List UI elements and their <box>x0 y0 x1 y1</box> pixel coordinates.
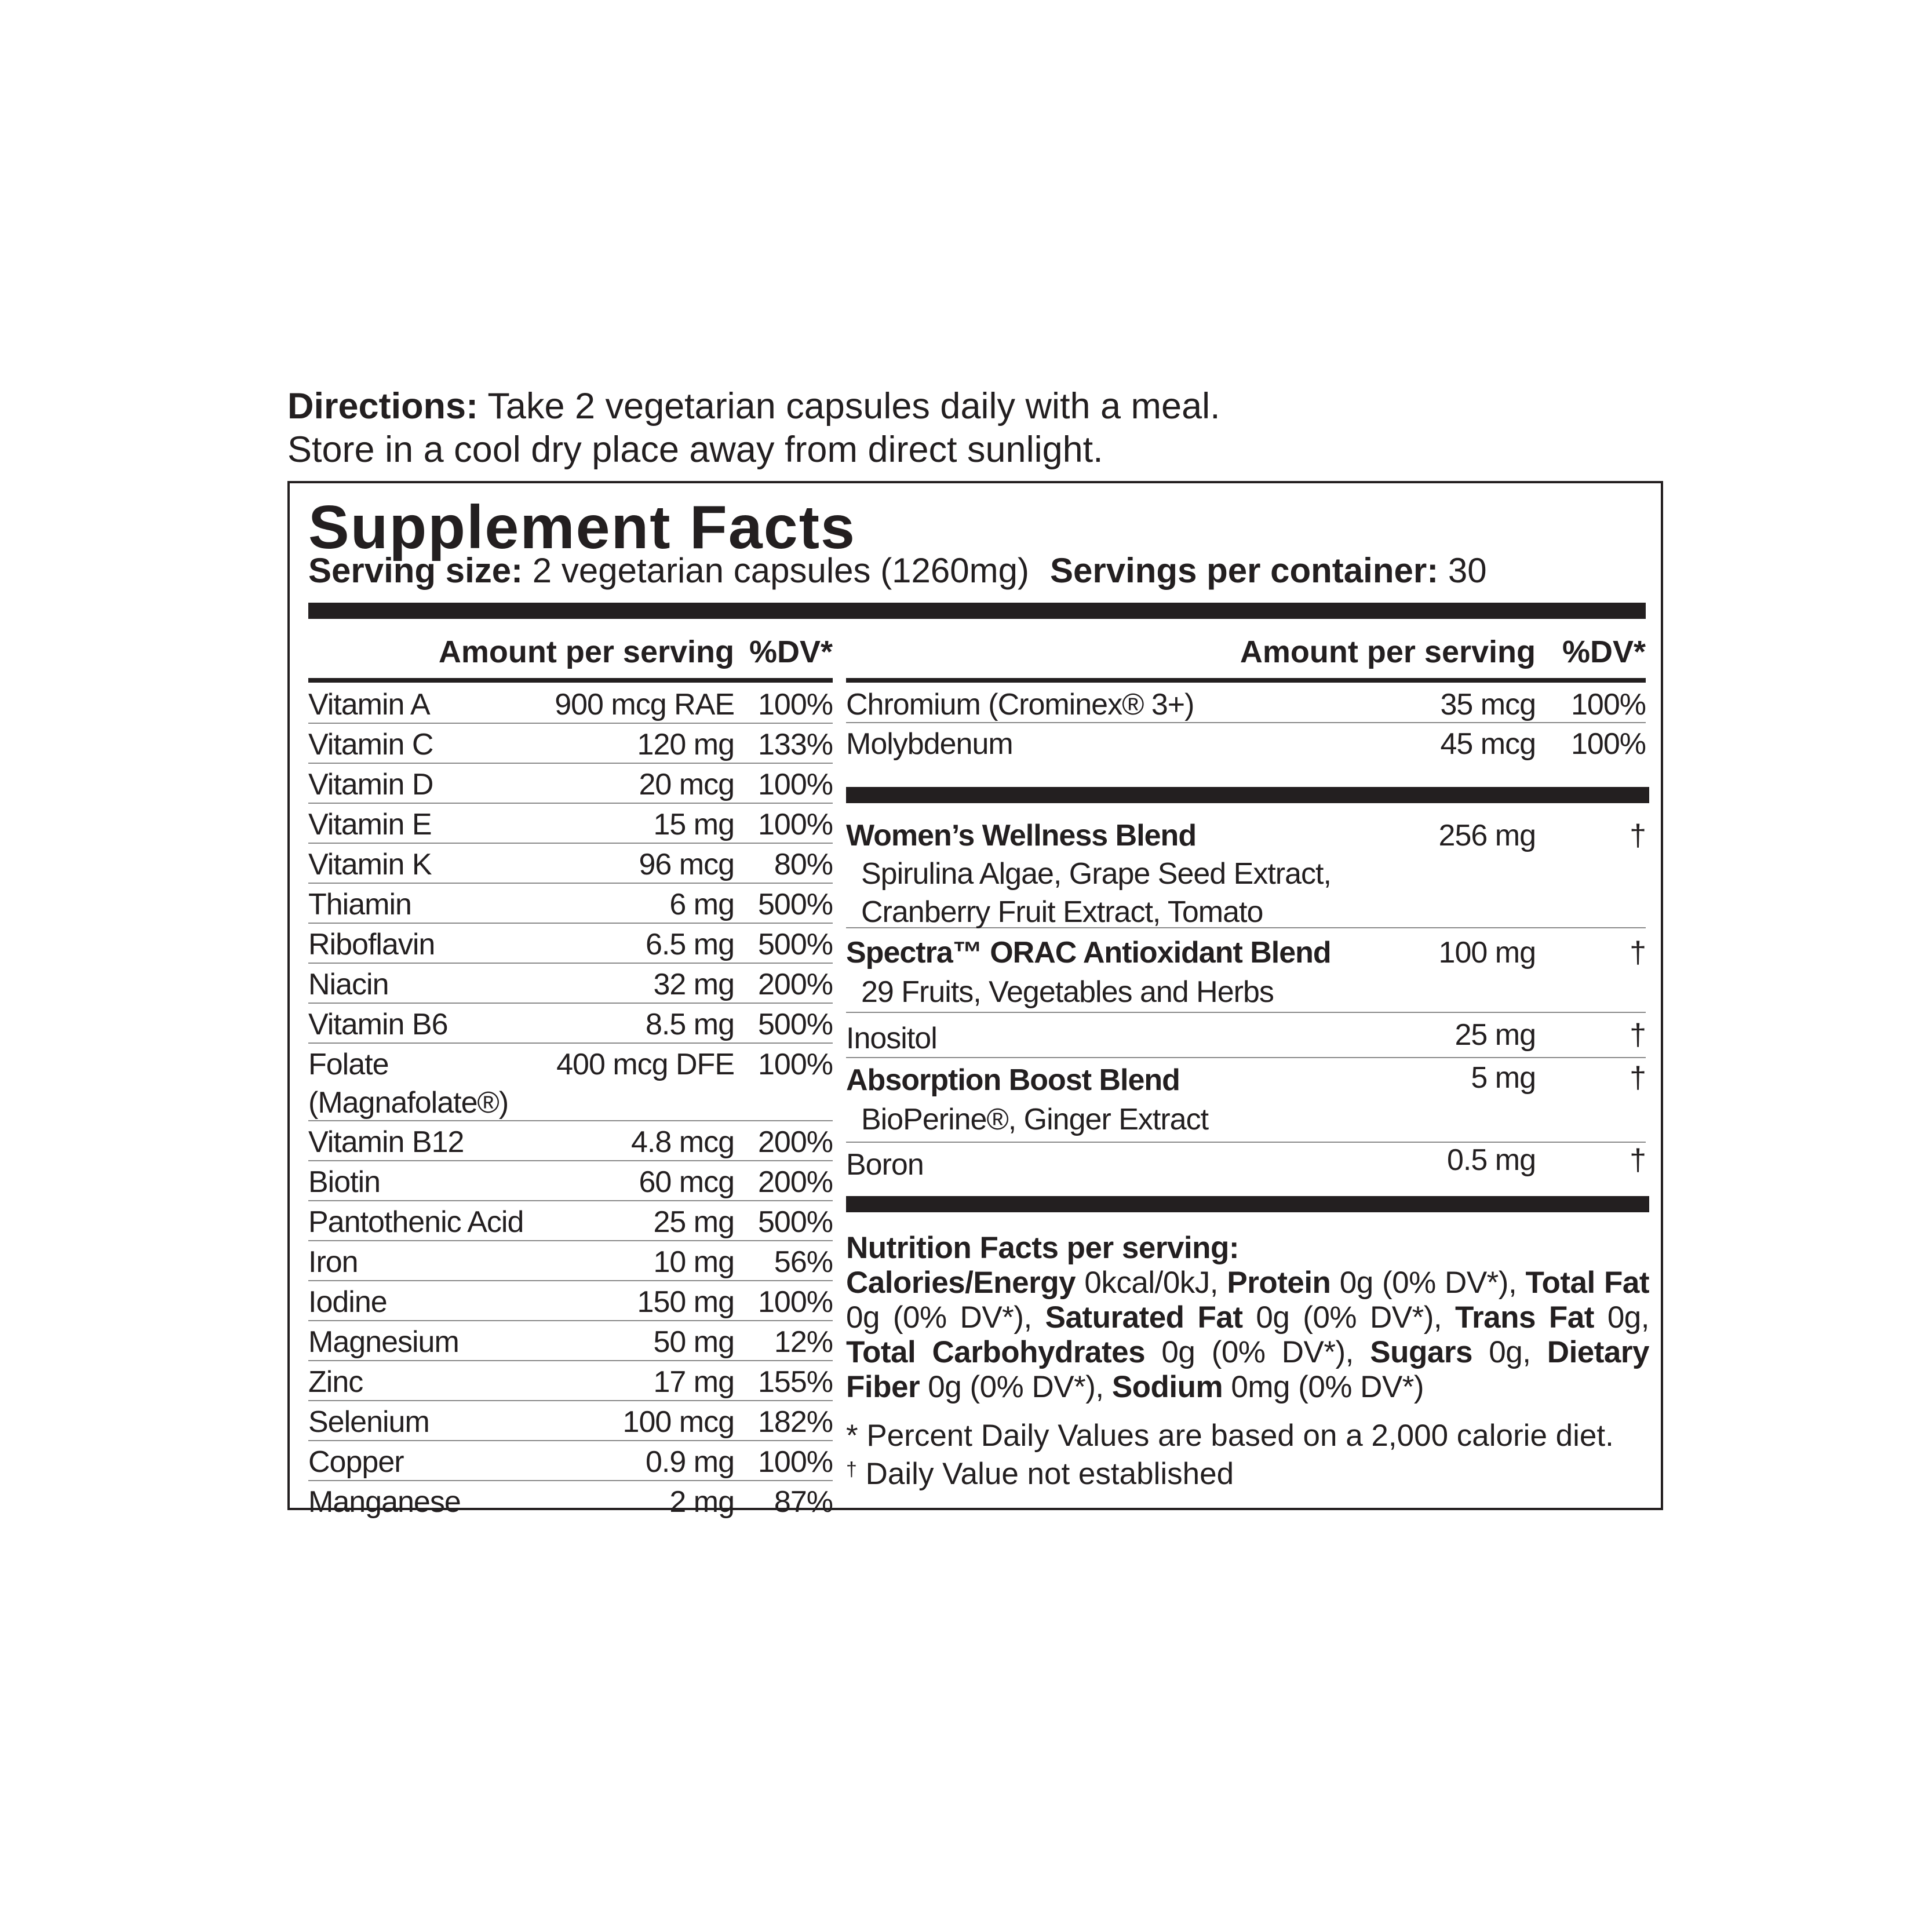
nutrient-dv: 100% <box>758 768 833 801</box>
nutrition-value: 0mg (0% DV*) <box>1223 1370 1424 1404</box>
blend-amount: 25 mg <box>1455 1018 1536 1052</box>
nutrition-label: Calories/Energy <box>846 1266 1076 1300</box>
blend-dv: † <box>1630 936 1646 969</box>
nutrient-name: Riboflavin <box>308 928 435 961</box>
nutrient-amount: 17 mg <box>653 1365 734 1399</box>
nutrient-row <box>308 684 833 724</box>
dagger-footnote <box>846 1452 1234 1492</box>
nutrient-row <box>308 964 833 1004</box>
nutrition-label: Dietary Fiber <box>846 1335 1649 1404</box>
left-header-rule <box>308 678 833 683</box>
nutrient-name: Vitamin K <box>308 848 432 881</box>
nutrient-dv: 500% <box>758 1205 833 1239</box>
nutrient-row <box>308 1321 833 1361</box>
nutrient-name: Magnesium <box>308 1325 459 1359</box>
nutrient-dv: 133% <box>758 728 833 761</box>
dagger-mark: † <box>846 1459 857 1481</box>
nutrition-heading: Nutrition Facts per serving: <box>846 1231 1240 1265</box>
nutrient-name: Vitamin B12 <box>308 1125 464 1159</box>
nutrient-name: Vitamin D <box>308 768 433 801</box>
left-amount-header: Amount per serving <box>438 635 734 669</box>
nutrient-amount: 32 mg <box>653 968 734 1001</box>
nutrient-dv: 500% <box>758 1008 833 1041</box>
nutrient-dv: 500% <box>758 888 833 921</box>
blend-amount: 5 mg <box>1471 1061 1536 1095</box>
right-header-rule <box>846 678 1646 683</box>
nutrient-row <box>308 1044 833 1121</box>
nutrition-value: 0g, <box>1594 1300 1649 1335</box>
nutrient-dv: 100% <box>758 1285 833 1319</box>
left-column-header <box>308 628 833 677</box>
nutrition-value: 0g (0% DV*), <box>1242 1300 1456 1335</box>
blend-amount: 100 mg <box>1438 936 1536 969</box>
blend-amount: 0.5 mg <box>1447 1143 1536 1177</box>
nutrient-amount: 120 mg <box>637 728 734 761</box>
nutrient-dv: 200% <box>758 1165 833 1199</box>
left-nutrient-table <box>308 684 833 1520</box>
nutrient-name: Vitamin A <box>308 688 430 721</box>
nutrition-label: Sodium <box>1111 1370 1223 1404</box>
panel-title: Supplement Facts <box>308 493 856 562</box>
nutrient-amount: 6 mg <box>669 888 734 921</box>
blend-dv: † <box>1630 1018 1646 1052</box>
nutrient-row <box>308 1004 833 1044</box>
nutrient-name: Copper <box>308 1445 404 1479</box>
nutrient-dv: 100% <box>758 808 833 841</box>
nutrient-name: Pantothenic Acid <box>308 1205 524 1239</box>
blend-dv: † <box>1630 819 1646 852</box>
nutrient-dv: 12% <box>774 1325 833 1359</box>
nutrient-row <box>308 804 833 844</box>
nutrient-amount: 150 mg <box>637 1285 734 1319</box>
left-dv-header: %DV* <box>749 635 833 669</box>
nutrient-dv: 100% <box>758 1048 833 1081</box>
serving-line <box>308 545 1487 597</box>
nutrient-name: Iron <box>308 1245 358 1279</box>
nutrition-value: 0g (0% DV*), <box>1145 1335 1370 1369</box>
nutrient-amount: 60 mcg <box>639 1165 734 1199</box>
nutrient-name: Vitamin C <box>308 728 433 761</box>
nutrient-amount: 15 mg <box>653 808 734 841</box>
nutrient-row <box>308 1161 833 1201</box>
nutrient-name: Biotin <box>308 1165 381 1199</box>
nutrient-row <box>308 1281 833 1321</box>
nutrient-amount: 45 mcg <box>1440 727 1536 761</box>
nutrient-row <box>308 1481 833 1520</box>
nutrition-label: Saturated Fat <box>1045 1300 1243 1335</box>
nutrition-label: Trans Fat <box>1455 1300 1594 1335</box>
supplement-facts-panel <box>287 481 1663 1519</box>
right-amount-header: Amount per serving <box>1240 635 1536 669</box>
blend-row <box>846 1143 1646 1183</box>
blend-row <box>846 928 1646 1013</box>
nutrient-dv: 87% <box>774 1485 833 1519</box>
nutrient-amount: 900 mcg RAE <box>555 688 734 721</box>
blend-ingredients: Spirulina Algae, Grape Seed Extract, <box>861 857 1331 891</box>
nutrition-label: Protein <box>1227 1266 1331 1300</box>
blend-amount: 256 mg <box>1438 819 1536 852</box>
nutrient-row <box>308 1401 833 1441</box>
nutrition-paragraph <box>846 1266 1649 1405</box>
nutrient-dv: 56% <box>774 1245 833 1279</box>
nutrient-row <box>308 764 833 804</box>
nutrient-name: Molybdenum <box>846 727 1013 761</box>
nutrient-name: Chromium (Crominex® 3+) <box>846 688 1194 721</box>
nutrient-row <box>308 724 833 764</box>
nutrition-value: 0g, <box>1472 1335 1547 1369</box>
directions-text: Take 2 vegetarian capsules daily with a meal. <box>478 386 1220 427</box>
blend-name: Absorption Boost Blend <box>846 1063 1180 1097</box>
nutrient-name: Vitamin E <box>308 808 432 841</box>
nutrition-value: 0g (0% DV*), <box>920 1370 1112 1404</box>
blend-row <box>846 810 1646 928</box>
blend-row <box>846 1058 1646 1143</box>
blend-divider <box>846 787 1649 803</box>
nutrient-name-line2: (Magnafolate®) <box>308 1086 509 1120</box>
nutrient-amount: 6.5 mg <box>646 928 734 961</box>
blend-ingredients: 29 Fruits, Vegetables and Herbs <box>861 975 1274 1009</box>
nutrient-amount: 35 mcg <box>1440 688 1536 721</box>
nutrient-row <box>308 844 833 884</box>
blend-dv: † <box>1630 1143 1646 1177</box>
nutrient-dv: 100% <box>758 1445 833 1479</box>
nutrient-amount: 2 mg <box>669 1485 734 1519</box>
dv-footnote: * Percent Daily Values are based on a 2,000 calorie diet. <box>846 1419 1614 1453</box>
blend-ingredients: Cranberry Fruit Extract, Tomato <box>861 895 1263 929</box>
nutrition-value: 0kcal/0kJ, <box>1076 1266 1227 1300</box>
nutrient-row <box>308 1121 833 1161</box>
nutrient-amount: 10 mg <box>653 1245 734 1279</box>
nutrient-amount: 20 mcg <box>639 768 734 801</box>
nutrient-name: Folate <box>308 1048 389 1081</box>
blend-ingredients: BioPerine®, Ginger Extract <box>861 1103 1209 1136</box>
nutrient-name: Zinc <box>308 1365 363 1399</box>
blend-dv: † <box>1630 1061 1646 1095</box>
nutrient-dv: 100% <box>1571 688 1646 721</box>
nutrient-name: Iodine <box>308 1285 387 1319</box>
nutrient-amount: 8.5 mg <box>646 1008 734 1041</box>
nutrient-row <box>308 1201 833 1241</box>
right-column-header <box>846 628 1646 677</box>
serving-size-value: 2 vegetarian capsules (1260mg) <box>523 551 1029 590</box>
nutrient-amount: 400 mcg DFE <box>556 1048 734 1081</box>
nutrient-row <box>308 884 833 924</box>
nutrient-dv: 80% <box>774 848 833 881</box>
nutrient-amount: 96 mcg <box>639 848 734 881</box>
nutrient-dv: 100% <box>758 688 833 721</box>
nutrient-amount: 50 mg <box>653 1325 734 1359</box>
nutrient-amount: 100 mcg <box>622 1405 734 1439</box>
nutrient-dv: 155% <box>758 1365 833 1399</box>
nutrient-name: Thiamin <box>308 888 411 921</box>
nutrition-label: Sugars <box>1370 1335 1472 1369</box>
nutrition-value: 0g (0% DV*), <box>1330 1266 1526 1300</box>
nutrient-row <box>308 924 833 964</box>
nutrient-row <box>308 1241 833 1281</box>
directions <box>287 385 1678 472</box>
blend-name: Women’s Wellness Blend <box>846 819 1197 852</box>
nutrient-name: Vitamin B6 <box>308 1008 448 1041</box>
header-divider <box>308 603 1646 619</box>
nutrient-row <box>308 1441 833 1481</box>
nutrition-divider <box>846 1196 1649 1212</box>
servings-value: 30 <box>1438 551 1487 590</box>
nutrition-facts <box>846 1231 1649 1405</box>
nutrient-name: Manganese <box>308 1485 461 1519</box>
nutrient-name: Niacin <box>308 968 389 1001</box>
blend-name: Boron <box>846 1148 924 1182</box>
nutrient-dv: 500% <box>758 928 833 961</box>
nutrient-row <box>846 684 1646 723</box>
right-dv-header: %DV* <box>1562 635 1646 669</box>
nutrient-dv: 100% <box>1571 727 1646 761</box>
blend-name: Spectra™ ORAC Antioxidant Blend <box>846 936 1331 969</box>
nutrition-value: 0g (0% DV*), <box>846 1300 1045 1335</box>
nutrient-dv: 200% <box>758 968 833 1001</box>
nutrition-label: Total Carbohydrates <box>846 1335 1146 1369</box>
nutrient-amount: 4.8 mcg <box>631 1125 734 1159</box>
dagger-text: Daily Value not established <box>856 1457 1234 1491</box>
nutrient-dv: 200% <box>758 1125 833 1159</box>
nutrient-amount: 0.9 mg <box>646 1445 734 1479</box>
nutrient-name: Selenium <box>308 1405 429 1439</box>
nutrition-label: Total Fat <box>1525 1266 1649 1300</box>
storage-text: Store in a cool dry place away from direct sunlight. <box>287 429 1103 470</box>
serving-size-label: Serving size: <box>308 551 523 590</box>
nutrient-dv: 182% <box>758 1405 833 1439</box>
nutrient-amount: 25 mg <box>653 1205 734 1239</box>
nutrient-row <box>308 1361 833 1401</box>
nutrient-row <box>846 723 1646 761</box>
directions-label: Directions: <box>287 386 479 427</box>
blend-row <box>846 1013 1646 1058</box>
blend-name: Inositol <box>846 1022 937 1055</box>
servings-label: Servings per container: <box>1049 551 1439 590</box>
